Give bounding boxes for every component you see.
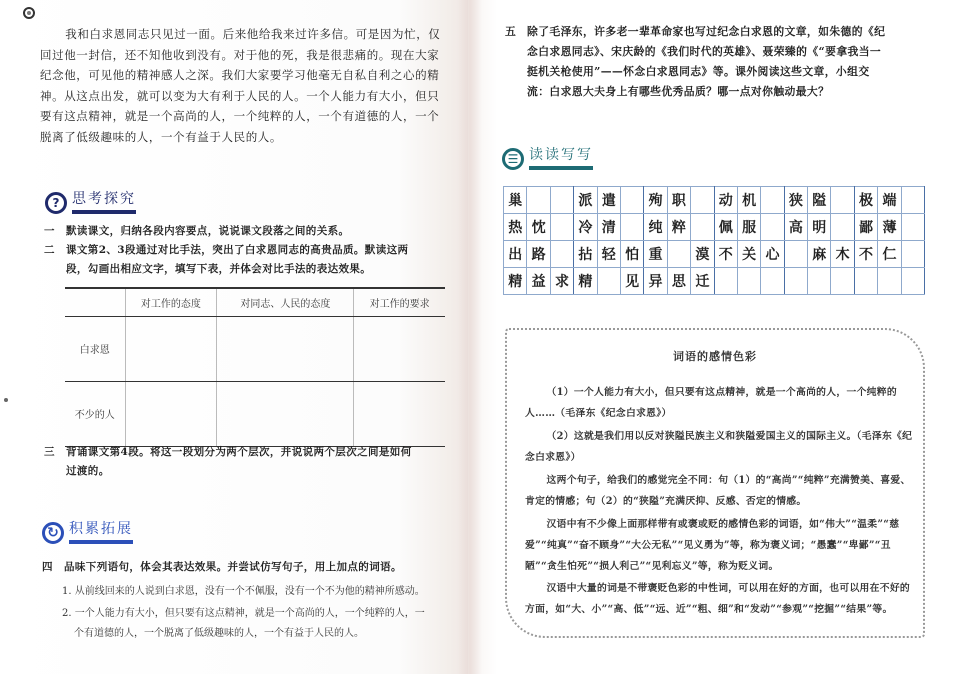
knowledge-box-emotional-color: [505, 328, 925, 638]
grid-row: [504, 241, 925, 268]
grid-cell: [620, 187, 643, 214]
row-label: 白求恩: [65, 316, 125, 381]
explanation-paragraph-3: 汉语中大量的词是不带褒贬色彩的中性词，可以用在好的方面，也可以用在不好的方面，如“大、小”“高、低”“远、近”“粗、细”和“发动”“参观”“挖掘”“结果”等。: [525, 583, 911, 615]
grid-cell: 精: [574, 268, 597, 295]
item-text-line2: 个有道德的人，一个脱离了低级趣味的人，一个有益于人民的人。: [74, 628, 364, 639]
question-text-line1: 除了毛泽东，许多老一辈革命家也写过纪念白求恩的文章，如朱德的《纪: [527, 25, 886, 38]
grid-cell: 重: [644, 241, 667, 268]
grid-cell: 益: [527, 268, 550, 295]
question-text: 品味下列语句，体会其表达效果。并尝试仿写句子，用上加点的词语。: [64, 561, 402, 573]
explanation-paragraph-2: 汉语中有不少像上面那样带有或褒或贬的感情色彩的词语，如“伟大”“温柔”“慈爱”“纯真”“奋不顾身”“大公无私”“见义勇为”等，称为褒义词；“愚蠢”“卑鄙”“丑陋”“贪生怕死”“损人利己”“见利忘义”等，称为贬义词。: [525, 519, 900, 572]
grid-row: [504, 214, 925, 241]
grid-cell: [620, 214, 643, 241]
item-text: 从前线回来的人说到白求恩，没有一个不佩服，没有一个不为他的精神所感动。: [74, 586, 425, 597]
grid-cell: 木: [831, 241, 854, 268]
question-number: 二: [44, 244, 55, 256]
example-sentence-1: （1）一个人能力有大小，但只要有这点精神，就是一个高尚的人，一个纯粹的人……（毛泽东《纪念白求恩》）: [525, 387, 897, 419]
grid-cell: 精: [504, 268, 527, 295]
grid-cell: 狭: [784, 187, 807, 214]
grid-cell: 粹: [667, 214, 690, 241]
grid-cell: 拈: [574, 241, 597, 268]
grid-cell: [901, 241, 924, 268]
table-row: [65, 381, 445, 446]
grid-cell: 路: [527, 241, 550, 268]
table-header: 对同志、人民的态度: [217, 288, 354, 316]
comparison-table: [65, 287, 445, 447]
question-2: [44, 241, 454, 279]
grid-cell: 佩: [714, 214, 737, 241]
grid-cell: 热: [504, 214, 527, 241]
section-think-title: 思考探究: [72, 190, 136, 214]
answer-cell[interactable]: [354, 316, 445, 381]
grid-cell: [761, 214, 784, 241]
answer-cell[interactable]: [125, 381, 217, 446]
question-text-line3: 挺机关枪使用”——怀念白求恩同志》等。课外阅读这些文章，小组交: [527, 65, 870, 78]
vocabulary-grid: [503, 186, 925, 295]
grid-cell: 殉: [644, 187, 667, 214]
question-number: 五: [505, 25, 517, 38]
grid-cell: 服: [737, 214, 760, 241]
question-text-line2: 段，勾画出相应文字，填写下表，并体会对比手法的表达效果。: [66, 263, 372, 275]
item-number: 1.: [62, 586, 72, 597]
grid-cell: 极: [854, 187, 877, 214]
grid-cell: [901, 187, 924, 214]
grid-cell: [667, 241, 690, 268]
row-label: 不少的人: [65, 381, 125, 446]
question-text-line2: 过渡的。: [66, 465, 110, 477]
grid-cell: [691, 214, 714, 241]
grid-cell: 端: [878, 187, 901, 214]
grid-cell: 派: [574, 187, 597, 214]
grid-cell: 冷: [574, 214, 597, 241]
table-header: 对工作的要求: [354, 288, 445, 316]
grid-cell: [550, 214, 573, 241]
question-number: 三: [44, 446, 55, 458]
grid-cell: 忱: [527, 214, 550, 241]
explanation-paragraph-1: 这两个句子，给我们的感觉完全不同：句（1）的“高尚”“纯粹”充满赞美、喜爱、肯定的情感；句（2）的“狭隘”充满厌抑、反感、否定的情感。: [525, 475, 911, 507]
grid-row: [504, 187, 925, 214]
answer-cell[interactable]: [217, 381, 354, 446]
grid-cell: [878, 268, 901, 295]
grid-cell: 出: [504, 241, 527, 268]
grid-cell: 心: [761, 241, 784, 268]
item-text-line1: 一个人能力有大小，但只要有这点精神，就是一个高尚的人，一个纯粹的人，一: [74, 608, 425, 619]
refresh-arrow-icon: ↻: [42, 522, 64, 544]
grid-cell: 求: [550, 268, 573, 295]
grid-cell: [831, 187, 854, 214]
grid-cell: 漠: [691, 241, 714, 268]
question-text-line1: 课文第2、3段通过对比手法，突出了白求恩同志的高贵品质。默读这两: [66, 244, 409, 256]
grid-cell: [737, 268, 760, 295]
question-4: [42, 558, 462, 577]
sentence-item-2: [62, 604, 457, 644]
question-5: [505, 22, 925, 102]
grid-cell: [691, 187, 714, 214]
margin-dot: [4, 398, 8, 402]
grid-cell: [527, 187, 550, 214]
grid-cell: 轻: [597, 241, 620, 268]
grid-cell: [901, 268, 924, 295]
section-accumulate-header: [42, 520, 133, 544]
grid-cell: 鄙: [854, 214, 877, 241]
grid-cell: 纯: [644, 214, 667, 241]
question-number: 四: [42, 561, 53, 573]
question-text-line2: 念白求恩同志》、宋庆龄的《我们时代的英雄》、聂荣臻的《“要拿我当一: [527, 45, 882, 58]
grid-cell: 麻: [808, 241, 831, 268]
intro-paragraph: 我和白求恩同志只见过一面。后来他给我来过许多信。可是因为忙，仅回过他一封信，还不知他收到没有。对于他的死，我是很悲痛的。现在大家纪念他，可见他的精神感人之深。我们大家要学习他毫无自私自利之心的精神。从这点出发，就可以变为大有利于人民的人。一个人能力有大小，但只要有这点精神，就是一个高尚的人，一个纯粹的人，一个有道德的人，一个脱离了低级趣味的人，一个有益于人民的人。: [40, 27, 441, 144]
grid-cell: 遣: [597, 187, 620, 214]
grid-cell: [784, 241, 807, 268]
question-1: [44, 222, 454, 241]
question-3: [44, 443, 454, 481]
grid-cell: 不: [714, 241, 737, 268]
question-text-line1: 背诵课文第4段。将这一段划分为两个层次，并说说两个层次之间是如何: [66, 446, 412, 458]
section-think-header: [45, 190, 136, 214]
table-header-row: [65, 288, 445, 316]
grid-cell: [831, 214, 854, 241]
grid-row: [504, 268, 925, 295]
answer-cell[interactable]: [354, 381, 445, 446]
answer-cell[interactable]: [217, 316, 354, 381]
grid-cell: 明: [808, 214, 831, 241]
grid-cell: [597, 268, 620, 295]
grid-cell: [714, 268, 737, 295]
grid-cell: 清: [597, 214, 620, 241]
section-accumulate-title: 积累拓展: [69, 520, 133, 544]
grid-cell: 不: [854, 241, 877, 268]
grid-cell: 动: [714, 187, 737, 214]
answer-cell[interactable]: [125, 316, 217, 381]
question-text: 默读课文，归纳各段内容要点，说说课文段落之间的关系。: [66, 225, 350, 237]
grid-cell: 巢: [504, 187, 527, 214]
table-header: 对工作的态度: [125, 288, 217, 316]
grid-cell: [761, 268, 784, 295]
knowledge-box-title: 词语的感情色彩: [673, 350, 757, 363]
example-sentence-2: （2）这就是我们用以反对狭隘民族主义和狭隘爱国主义的国际主义。（毛泽东《纪念白求恩》）: [525, 431, 913, 463]
grid-cell: 见: [620, 268, 643, 295]
grid-cell: 关: [737, 241, 760, 268]
grid-cell: [808, 268, 831, 295]
grid-cell: [784, 268, 807, 295]
question-text-line4: 流：白求恩大夫身上有哪些优秀品质？哪一点对你触动最大？: [527, 85, 830, 98]
section-read-write-header: [502, 146, 593, 170]
sentence-item-1: [62, 582, 457, 602]
table-header: [65, 288, 125, 316]
grid-cell: [550, 187, 573, 214]
grid-cell: 仁: [878, 241, 901, 268]
grid-cell: 迁: [691, 268, 714, 295]
grid-cell: 思: [667, 268, 690, 295]
table-row: [65, 316, 445, 381]
grid-cell: [761, 187, 784, 214]
grid-cell: 怕: [620, 241, 643, 268]
grid-cell: 高: [784, 214, 807, 241]
grid-cell: 机: [737, 187, 760, 214]
grid-cell: [854, 268, 877, 295]
grid-cell: [901, 214, 924, 241]
grid-cell: 异: [644, 268, 667, 295]
three-lines-icon: ☰: [502, 148, 524, 170]
grid-cell: [831, 268, 854, 295]
item-number: 2.: [62, 608, 72, 619]
question-mark-icon: ?: [45, 192, 67, 214]
grid-cell: [550, 241, 573, 268]
page-number-icon: [23, 7, 35, 19]
grid-cell: 薄: [878, 214, 901, 241]
question-number: 一: [44, 225, 55, 237]
grid-cell: 隘: [808, 187, 831, 214]
grid-cell: 职: [667, 187, 690, 214]
section-read-write-title: 读读写写: [529, 146, 593, 170]
